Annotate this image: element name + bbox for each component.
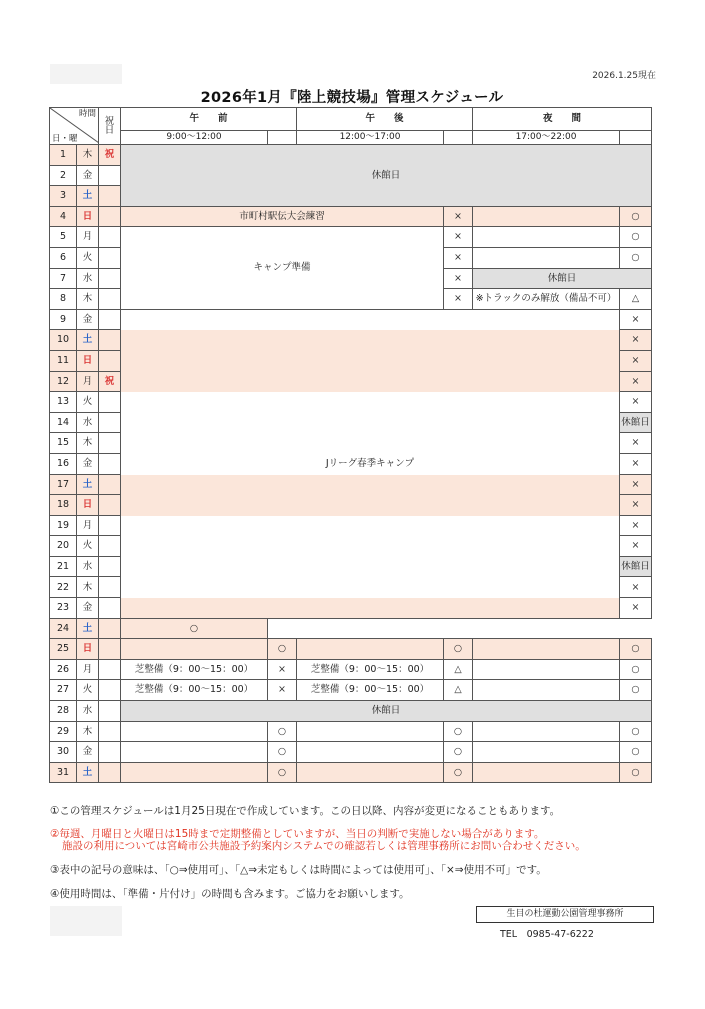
weekday: 金 [77, 742, 99, 763]
mark-ok: ○ [620, 247, 652, 268]
note-4: ④使用時間は、「準備・片付け」の時間も含みます。ご協力をお願いします。 [50, 888, 410, 900]
weekday: 金 [77, 309, 99, 330]
day-number: 6 [50, 247, 77, 268]
camp-prep-cell: キャンプ準備 [121, 227, 444, 309]
note-2-detail: 施設の利用については宮崎市公共施設予約案内システムでの確認若しくは管理事務所にお問い合わせください。 [62, 840, 586, 852]
mark-tbd: △ [444, 680, 473, 701]
weekday: 月 [77, 515, 99, 536]
day-number: 25 [50, 639, 77, 660]
header-corner-cell [50, 108, 99, 145]
day-number: 18 [50, 495, 77, 516]
empty-cell [121, 742, 268, 763]
mark-ok: ○ [620, 227, 652, 248]
holiday-mark [99, 721, 121, 742]
mark-ng: × [620, 577, 652, 598]
day-number: 22 [50, 577, 77, 598]
mark-tbd: △ [620, 289, 652, 310]
mark-ng: × [620, 453, 652, 474]
mark-ng: × [444, 268, 473, 289]
weekday: 金 [77, 598, 99, 619]
empty-cell [121, 762, 268, 783]
holiday-mark [99, 206, 121, 227]
mark-ng: × [620, 474, 652, 495]
day-number: 11 [50, 350, 77, 371]
weekday: 月 [77, 227, 99, 248]
page-title: 2026年1月『陸上競技場』管理スケジュール [200, 90, 504, 106]
mark-ng: × [444, 247, 473, 268]
day-number: 4 [50, 206, 77, 227]
empty-cell [473, 721, 620, 742]
header-time-label: 時間 [78, 109, 96, 119]
day-number: 23 [50, 598, 77, 619]
mark-ok: ○ [444, 721, 473, 742]
empty-cell [297, 762, 444, 783]
empty-cell [297, 742, 444, 763]
mark-ok: ○ [620, 742, 652, 763]
mark-ng: × [444, 206, 473, 227]
weekday: 水 [77, 556, 99, 577]
weekday: 月 [77, 371, 99, 392]
note-3: ③表中の記号の意味は、「○⇒使用可」、「△⇒未定もしくは時間によっては使用可」、「×⇒使用不可」です。 [50, 864, 547, 876]
weekday: 水 [77, 268, 99, 289]
mark-ng: × [268, 659, 297, 680]
header-morning-time: 9:00～12:00 [121, 131, 268, 145]
empty-cell [297, 721, 444, 742]
weekday: 土 [77, 618, 99, 639]
empty-cell [473, 742, 620, 763]
mark-ng: × [620, 392, 652, 413]
empty-cell [473, 206, 620, 227]
bottom-left-logo-area [50, 906, 122, 936]
day-number: 15 [50, 433, 77, 454]
mark-ok: ○ [620, 680, 652, 701]
weekday: 金 [77, 453, 99, 474]
turf-maintenance: 芝整備（9：00～15：00） [297, 680, 444, 701]
day-number: 13 [50, 392, 77, 413]
holiday-mark [99, 618, 121, 639]
table-row [50, 227, 652, 248]
weekday: 月 [77, 659, 99, 680]
mark-ok: ○ [444, 762, 473, 783]
table-row [50, 309, 652, 330]
table-row [50, 206, 652, 227]
day-number: 5 [50, 227, 77, 248]
holiday-mark [99, 309, 121, 330]
header-holiday: 祝日 [99, 108, 121, 145]
weekday: 木 [77, 721, 99, 742]
closed-cell: 休館日 [473, 268, 652, 289]
top-left-logo-area [50, 64, 122, 84]
day-number: 1 [50, 145, 77, 166]
holiday-mark [99, 762, 121, 783]
day-number: 14 [50, 412, 77, 433]
track-only-note: ※トラックのみ解放（備品不可） [473, 289, 620, 310]
mark-ng: × [620, 433, 652, 454]
mark-ok: ○ [620, 721, 652, 742]
weekday: 木 [77, 433, 99, 454]
table-row [50, 721, 652, 742]
closed-cell: 休館日 [620, 556, 652, 577]
mark-ok: ○ [268, 721, 297, 742]
holiday-mark [99, 577, 121, 598]
day-number: 3 [50, 186, 77, 207]
holiday-mark [99, 680, 121, 701]
header-row [50, 131, 652, 145]
mark-ok: ○ [620, 206, 652, 227]
mark-ng: × [620, 495, 652, 516]
holiday-mark [99, 536, 121, 557]
closed-cell: 休館日 [121, 145, 652, 207]
header-night: 夜 間 [473, 108, 652, 131]
table-row [50, 639, 652, 660]
day-number: 16 [50, 453, 77, 474]
day-number: 2 [50, 165, 77, 186]
table-row [50, 659, 652, 680]
schedule-table [49, 107, 652, 783]
holiday-mark [99, 330, 121, 351]
header-morning: 午 前 [121, 108, 297, 131]
table-row [50, 762, 652, 783]
day-number: 9 [50, 309, 77, 330]
holiday-mark [99, 350, 121, 371]
mark-ng: × [620, 371, 652, 392]
mark-ng: × [444, 289, 473, 310]
weekday: 日 [77, 350, 99, 371]
weekday: 水 [77, 701, 99, 722]
holiday-mark [99, 598, 121, 619]
day-number: 27 [50, 680, 77, 701]
holiday-mark [99, 165, 121, 186]
weekday: 木 [77, 145, 99, 166]
holiday-mark [99, 556, 121, 577]
mark-tbd: △ [444, 659, 473, 680]
mark-ng: × [620, 536, 652, 557]
mark-ng: × [620, 515, 652, 536]
mark-ng: × [620, 309, 652, 330]
weekday: 日 [77, 206, 99, 227]
header-row [50, 108, 652, 131]
weekday: 火 [77, 392, 99, 413]
mark-ok: ○ [620, 639, 652, 660]
weekday: 土 [77, 762, 99, 783]
weekday: 火 [77, 536, 99, 557]
closed-cell: 休館日 [620, 412, 652, 433]
table-row [50, 701, 652, 722]
holiday-mark: 祝 [99, 371, 121, 392]
empty-cell [473, 762, 620, 783]
table-row [50, 680, 652, 701]
weekday: 水 [77, 412, 99, 433]
weekday: 日 [77, 495, 99, 516]
holiday-mark [99, 268, 121, 289]
table-row [50, 742, 652, 763]
table-row [50, 145, 652, 166]
holiday-mark [99, 495, 121, 516]
day-number: 30 [50, 742, 77, 763]
note-1: ①この管理スケジュールは1月25日現在で作成しています。この日以降、内容が変更になることもあります。 [50, 805, 561, 817]
jleague-camp-cell: Jリーグ春季キャンプ [121, 309, 620, 618]
mark-ok: ○ [268, 762, 297, 783]
holiday-mark: 祝 [99, 145, 121, 166]
empty-cell [473, 639, 620, 660]
mark-ok: ○ [268, 639, 297, 660]
weekday: 木 [77, 577, 99, 598]
holiday-mark [99, 227, 121, 248]
empty-cell [473, 247, 620, 268]
day-number: 10 [50, 330, 77, 351]
office-name: 生目の杜運動公園管理事務所 [476, 906, 654, 923]
holiday-mark [99, 742, 121, 763]
weekday: 土 [77, 186, 99, 207]
holiday-mark [99, 474, 121, 495]
holiday-mark [99, 433, 121, 454]
weekday: 火 [77, 680, 99, 701]
empty-cell [444, 131, 473, 145]
day-number: 28 [50, 701, 77, 722]
as-of-date: 2026.1.25現在 [592, 71, 656, 81]
day-number: 8 [50, 289, 77, 310]
holiday-mark [99, 186, 121, 207]
day-number: 12 [50, 371, 77, 392]
weekday: 土 [77, 330, 99, 351]
day-number: 20 [50, 536, 77, 557]
mark-ok: ○ [444, 639, 473, 660]
weekday: 火 [77, 247, 99, 268]
header-afternoon-time: 12:00～17:00 [297, 131, 444, 145]
holiday-mark [99, 247, 121, 268]
mark-ng: × [620, 330, 652, 351]
empty-cell [620, 131, 652, 145]
mark-ng: × [620, 350, 652, 371]
mark-ng: × [444, 227, 473, 248]
mark-ng: × [268, 680, 297, 701]
mark-ng: × [620, 598, 652, 619]
weekday: 土 [77, 474, 99, 495]
header-afternoon: 午 後 [297, 108, 473, 131]
empty-cell [473, 680, 620, 701]
mark-ok: ○ [268, 742, 297, 763]
day-number: 21 [50, 556, 77, 577]
header-day-label: 日・曜 [52, 133, 78, 144]
mark-ok: ○ [444, 742, 473, 763]
weekday: 木 [77, 289, 99, 310]
mark-ok: ○ [121, 618, 268, 639]
mark-ok: ○ [620, 762, 652, 783]
day-number: 29 [50, 721, 77, 742]
holiday-mark [99, 515, 121, 536]
day-number: 26 [50, 659, 77, 680]
holiday-mark [99, 701, 121, 722]
header-night-time: 17:00～22:00 [473, 131, 620, 145]
office-tel: TEL 0985-47-6222 [500, 929, 594, 940]
weekday: 日 [77, 639, 99, 660]
holiday-mark [99, 392, 121, 413]
empty-cell [268, 131, 297, 145]
turf-maintenance: 芝整備（9：00～15：00） [297, 659, 444, 680]
relay-practice-cell: 市町村駅伝大会練習 [121, 206, 444, 227]
day-number: 17 [50, 474, 77, 495]
turf-maintenance: 芝整備（9：00～15：00） [121, 680, 268, 701]
day-number: 24 [50, 618, 77, 639]
turf-maintenance: 芝整備（9：00～15：00） [121, 659, 268, 680]
holiday-mark [99, 453, 121, 474]
note-2: ②毎週、月曜日と火曜日は15時まで定期整備としていますが、当日の判断で実施しない場合があります。 [50, 828, 545, 840]
day-number: 31 [50, 762, 77, 783]
empty-cell [121, 721, 268, 742]
holiday-mark [99, 412, 121, 433]
empty-cell [297, 639, 444, 660]
holiday-mark [99, 289, 121, 310]
empty-cell [473, 227, 620, 248]
empty-cell [473, 659, 620, 680]
day-number: 19 [50, 515, 77, 536]
table-row [50, 618, 652, 639]
weekday: 金 [77, 165, 99, 186]
day-number: 7 [50, 268, 77, 289]
holiday-mark [99, 659, 121, 680]
closed-cell: 休館日 [121, 701, 652, 722]
holiday-mark [99, 639, 121, 660]
empty-cell [121, 639, 268, 660]
mark-ok: ○ [620, 659, 652, 680]
